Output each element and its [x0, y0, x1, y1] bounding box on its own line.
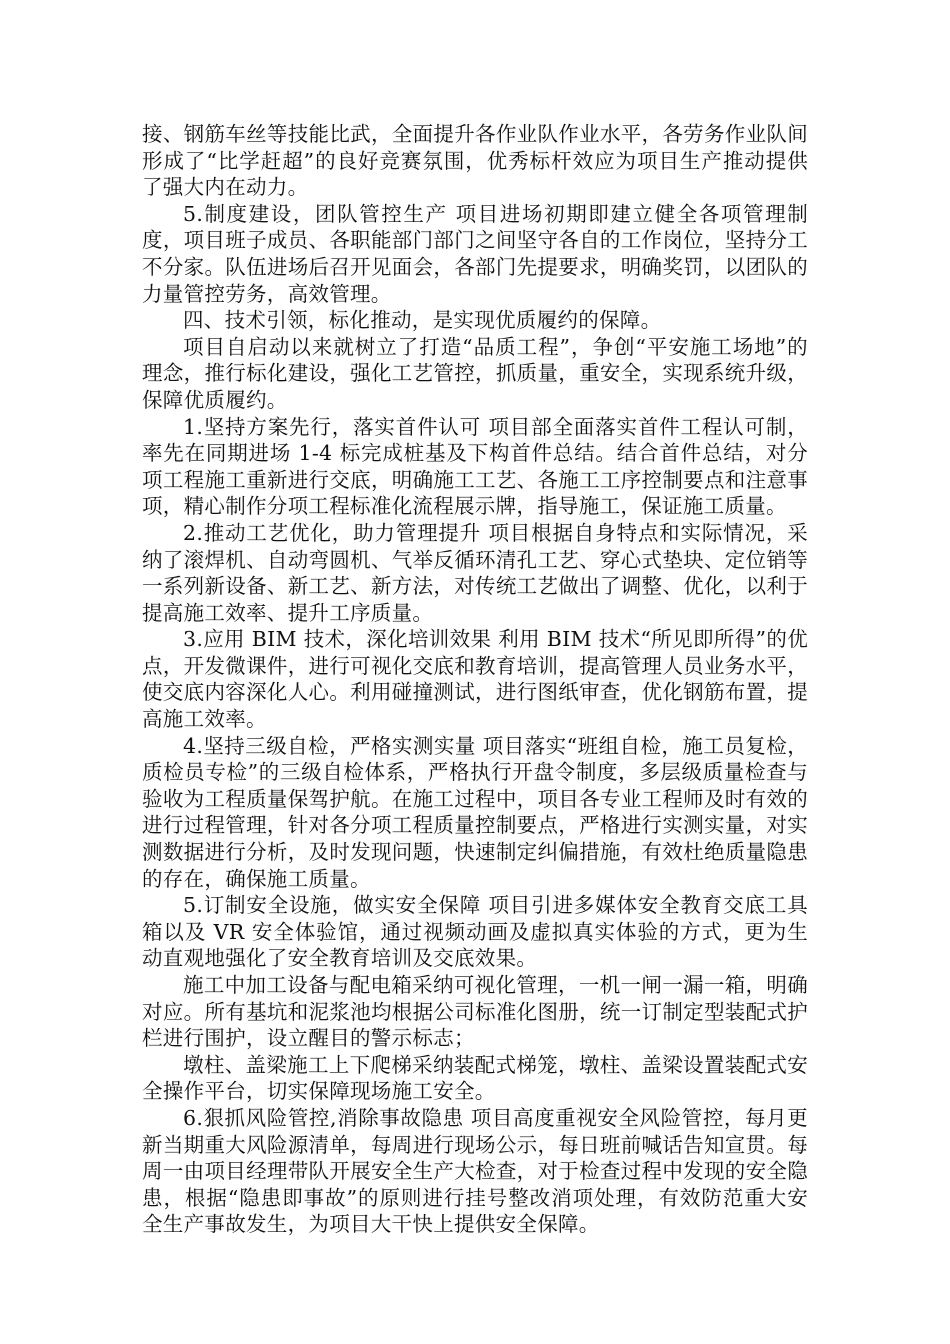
section-heading-4: 四、技术引领，标化推动，是实现优质履约的保障。	[183, 308, 662, 333]
paragraph-item-4-three-level-check: 4.坚持三级自检，严格实测实量 项目落实“班组自检，施工员复检，质检员专检”的三级自检体系，严格执行开盘令制度，多层级质量检查与验收为工程质量保驾护航。在施工过程中，项目各专业工程师及时有效的进行过程管理，针对各分项工程质量控制要点，严格进行实测实量，对实测数据进行分析，及时发现问题，快速制定纠偏措施，有效杜绝质量隐患的存在，确保施工质量。	[142, 733, 808, 891]
paragraph-pier-cap-beam-safety: 墩柱、盖梁施工上下爬梯采纳装配式梯笼，墩柱、盖梁设置装配式安全操作平台，切实保障现场施工安全。	[142, 1052, 808, 1104]
paragraph-item-2-process-optimization: 2.推动工艺优化，助力管理提升 项目根据自身特点和实际情况，采纳了滚焊机、自动弯圆机、气举反循环清孔工艺、穿心式垫块、定位销等一系列新设备、新工艺、新方法，对传统工艺做出了调整、优化，以利于提高施工效率、提升工序质量。	[142, 520, 808, 625]
paragraph-item-1-plan-first: 1.坚持方案先行，落实首件认可 项目部全面落实首件工程认可制，率先在同期进场 1-4 标完成桩基及下构首件总结。结合首件总结，对分项工程施工重新进行交底，明确施工工艺、各施工工序控制要点和注意事项，精心制作分项工程标准化流程展示牌，指导施工，保证施工质量。	[142, 414, 808, 519]
paragraph-equipment-visual-management: 施工中加工设备与配电箱采纳可视化管理，一机一闸一漏一箱，明确对应。所有基坑和泥浆池均根据公司标准化图册，统一订制定型装配式护栏进行围护，设立醒目的警示标志；	[142, 973, 808, 1051]
paragraph-item-3-bim: 3.应用 BIM 技术，深化培训效果 利用 BIM 技术“所见即所得”的优点，开发微课件，进行可视化交底和教育培训，提高管理人员业务水平，使交底内容深化人心。利用碰撞测试，进行图纸审查，优化钢筋布置，提高施工效率。	[142, 627, 808, 732]
document-body	[142, 121, 808, 1238]
paragraph-item-5-system-building: 5.制度建设，团队管控生产 项目进场初期即建立健全各项管理制度，项目班子成员、各职能部门部门之间坚守各自的工作岗位，坚持分工不分家。队伍进场后召开见面会，各部门先提要求，明确奖罚，以团队的力量管控劳务，高效管理。	[142, 201, 808, 306]
paragraph-item-5-safety-facilities: 5.订制安全设施，做实安全保障 项目引进多媒体安全教育交底工具箱以及 VR 安全体验馆，通过视频动画及虚拟真实体验的方式，更为生动直观地强化了安全教育培训及交底效果。	[142, 893, 808, 971]
paragraph-section-4-intro: 项目自启动以来就树立了打造“品质工程”，争创“平安施工场地”的理念，推行标化建设，强化工艺管控，抓质量，重安全，实现系统升级，保障优质履约。	[142, 334, 808, 412]
paragraph-continued-intro: 接、钢筋车丝等技能比武，全面提升各作业队作业水平，各劳务作业队间形成了“比学赶超”的良好竞赛氛围，优秀标杆效应为项目生产推动提供了强大内在动力。	[142, 122, 808, 200]
paragraph-item-6-risk-control: 6.狠抓风险管控,消除事故隐患 项目高度重视安全风险管控，每月更新当期重大风险源清单，每周进行现场公示，每日班前喊话告知宣贯。每周一由项目经理带队开展安全生产大检查，对于检查过程中发现的安全隐患，根据“隐患即事故”的原则进行挂号整改消项处理，有效防范重大安全生产事故发生，为项目大干快上提供安全保障。	[142, 1105, 808, 1237]
